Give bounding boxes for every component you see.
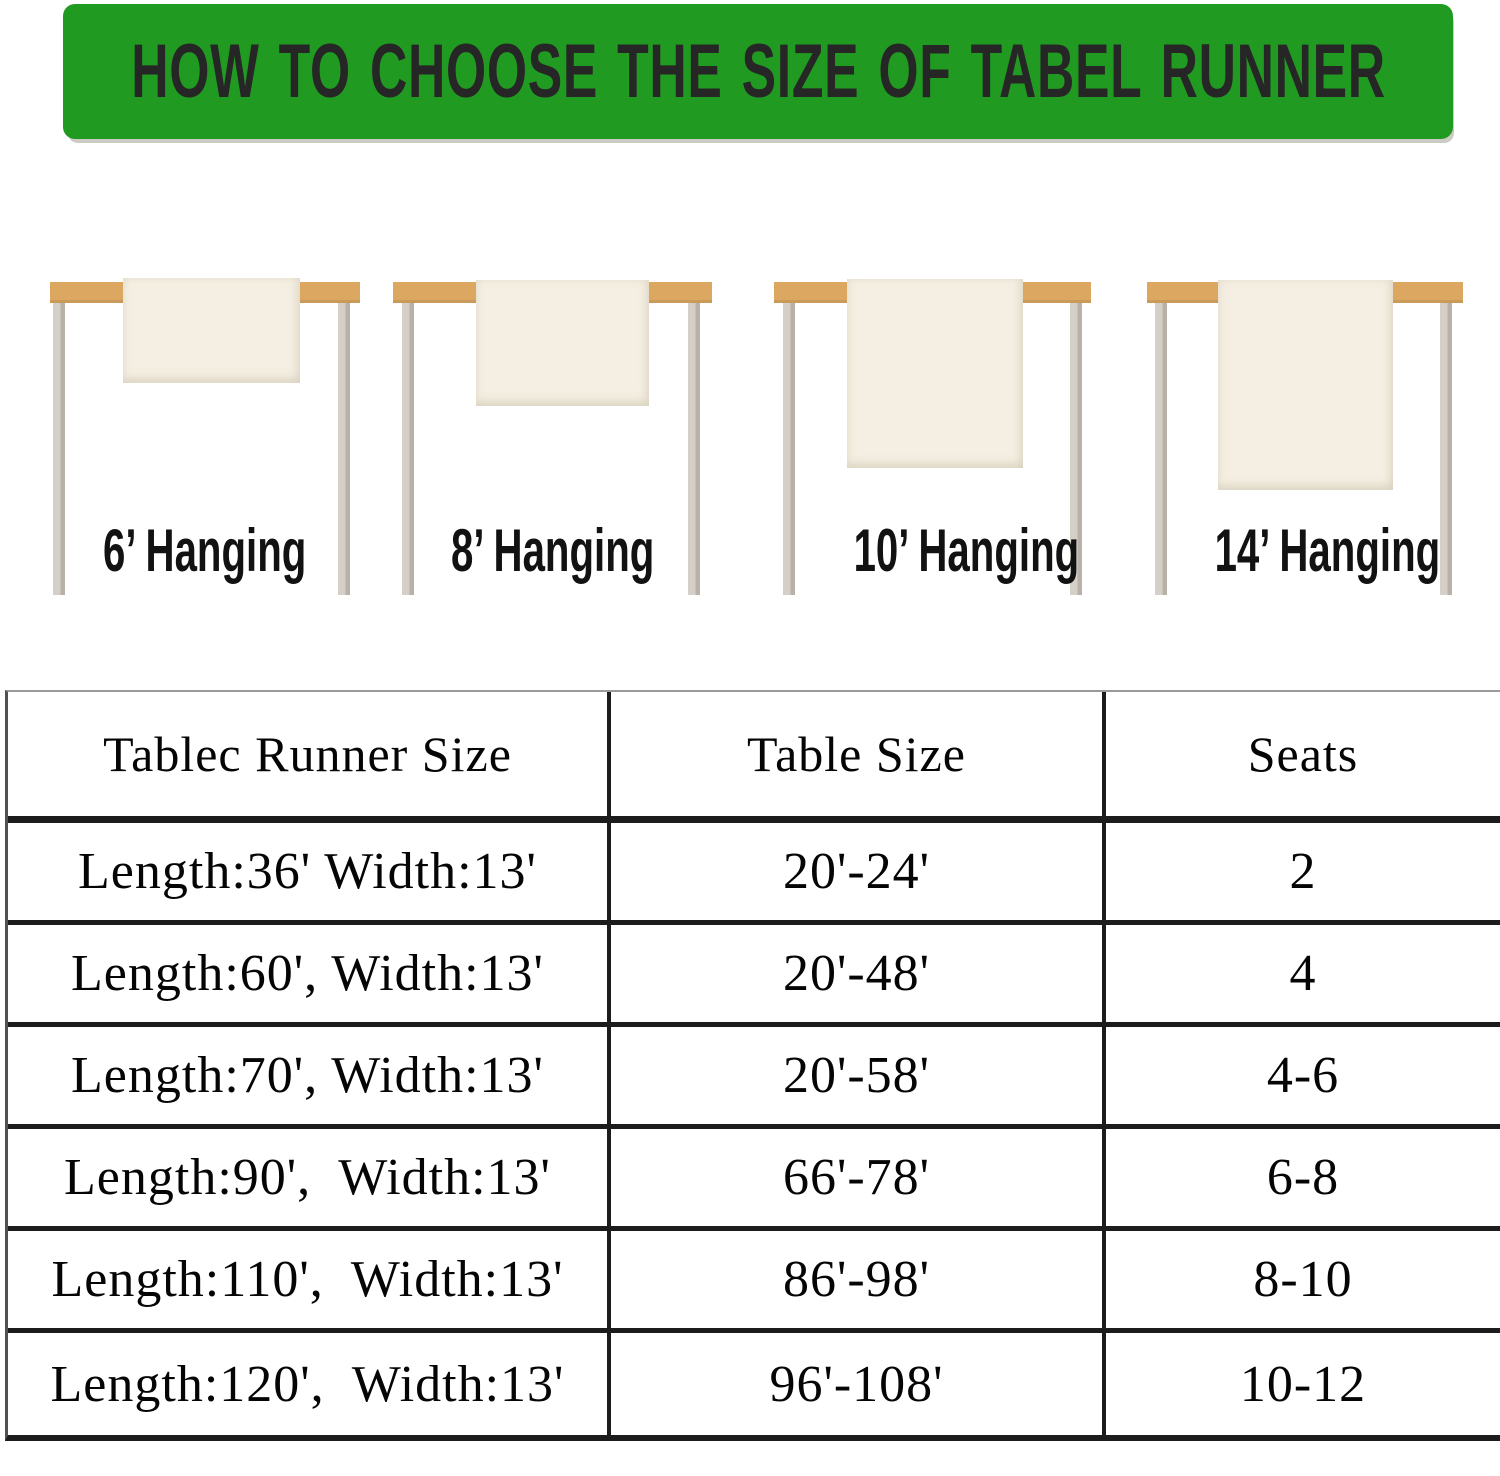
runner-cloth	[1218, 280, 1393, 490]
cell-seats: 8-10	[1106, 1231, 1500, 1333]
cell-seats: 4-6	[1106, 1027, 1500, 1129]
hanging-label	[393, 516, 712, 585]
hanging-illustration-14	[1147, 270, 1463, 600]
cell-table-size: 96'-108'	[611, 1333, 1106, 1435]
hanging-label	[50, 516, 360, 585]
table-row	[8, 823, 1500, 925]
cell-seats: 10-12	[1239, 1355, 1367, 1413]
cell-seats: 4	[1106, 925, 1500, 1027]
runner-cloth	[123, 278, 300, 383]
table-leg-left	[783, 303, 795, 595]
col-header-runner-size: Tablec Runner Size	[8, 692, 611, 823]
hanging-label-text: 8’ Hanging	[450, 517, 655, 584]
hanging-illustration-10	[774, 270, 1091, 600]
table-header-row	[8, 692, 1500, 823]
table-row	[8, 1129, 1500, 1231]
cell-seats: 2	[1106, 823, 1500, 925]
cell-table-size: 20'-24'	[611, 823, 1106, 925]
page-title: HOW TO CHOOSE THE SIZE OF TABEL RUNNER	[130, 29, 1386, 114]
runner-cloth	[847, 279, 1023, 468]
cell-runner-size: Length:90', Width:13'	[8, 1129, 611, 1231]
cell-table-size: 20'-58'	[611, 1027, 1106, 1129]
size-chart-table	[5, 690, 1500, 1441]
cell-seats: 6-8	[1106, 1129, 1500, 1231]
hanging-illustration-8	[393, 270, 712, 600]
cell-runner-size: Length:110', Width:13'	[8, 1231, 611, 1333]
hanging-label-text: 6’ Hanging	[103, 517, 307, 584]
cell-table-size: 20'-48'	[611, 925, 1106, 1027]
hanging-label	[1159, 516, 1475, 585]
hanging-label	[798, 516, 1115, 585]
hanging-illustration-6	[50, 270, 360, 600]
col-header-seats: Seats	[1106, 692, 1500, 823]
cell-table-size: 86'-98'	[611, 1231, 1106, 1333]
runner-cloth	[476, 280, 649, 406]
col-header-table-size: Table Size	[611, 692, 1106, 823]
cell-runner-size: Length:36' Width:13'	[8, 823, 611, 925]
cell-runner-size: Length:60', Width:13'	[8, 925, 611, 1027]
title-banner	[63, 4, 1453, 139]
table-row	[8, 1027, 1500, 1129]
table-row	[8, 1231, 1500, 1333]
table-row	[8, 1333, 1500, 1435]
hanging-label-text: 10’ Hanging	[853, 517, 1080, 584]
cell-runner-size: Length:70', Width:13'	[8, 1027, 611, 1129]
hanging-label-text: 14’ Hanging	[1214, 517, 1441, 584]
table-row	[8, 925, 1500, 1027]
cell-table-size: 66'-78'	[611, 1129, 1106, 1231]
cell-runner-size: Length:120', Width:13'	[8, 1333, 611, 1435]
